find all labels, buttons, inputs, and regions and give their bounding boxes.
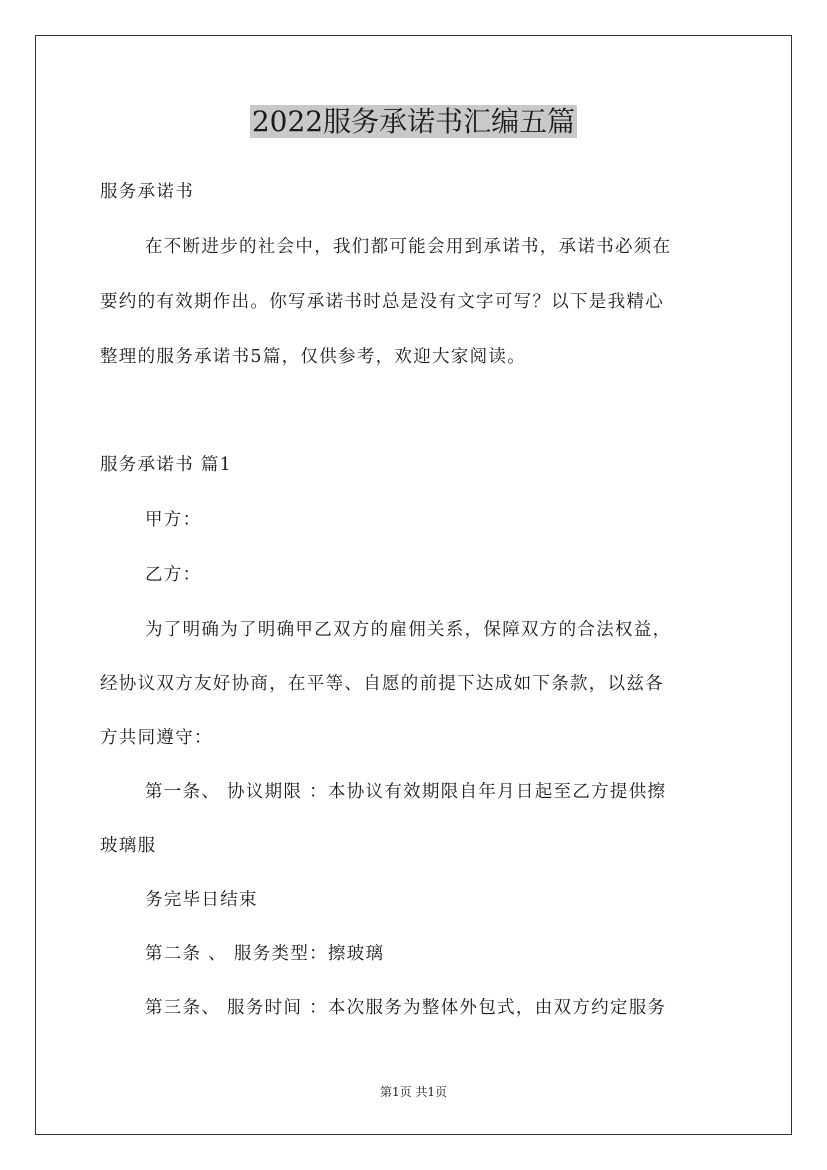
party-a-label: 甲方： [145, 510, 202, 530]
paragraph-line: 要约的有效期作出。你写承诺书时总是没有文字可写？以下是我精心 [100, 292, 664, 312]
clause-line: 玻璃服 [100, 836, 157, 856]
paragraph-line: 在不断进步的社会中，我们都可能会用到承诺书，承诺书必须在 [145, 237, 672, 257]
clause-line: 务完毕日结束 [145, 890, 258, 910]
clause-line: 第三条、 服务时间 ：本次服务为整体外包式，由双方约定服务 [145, 998, 667, 1018]
clause-line: 第一条、 协议期限 ：本协议有效期限自年月日起至乙方提供擦 [145, 782, 667, 802]
section-heading: 服务承诺书 篇1 [100, 455, 233, 475]
page-footer: 第1页 共1页 [379, 1085, 448, 1099]
paragraph-line: 经协议双方友好协商，在平等、自愿的前提下达成如下条款，以兹各 [100, 674, 664, 694]
paragraph-line: 整理的服务承诺书5篇，仅供参考，欢迎大家阅读。 [100, 347, 527, 367]
section-heading: 服务承诺书 [100, 182, 194, 202]
document-title: 2022服务承诺书汇编五篇 [251, 105, 576, 138]
party-b-label: 乙方： [145, 565, 202, 585]
paragraph-line: 为了明确为了明确甲乙双方的雇佣关系，保障双方的合法权益， [145, 620, 672, 640]
clause-line: 第二条 、 服务类型：擦玻璃 [145, 944, 385, 964]
paragraph-line: 方共同遵守： [100, 728, 213, 748]
